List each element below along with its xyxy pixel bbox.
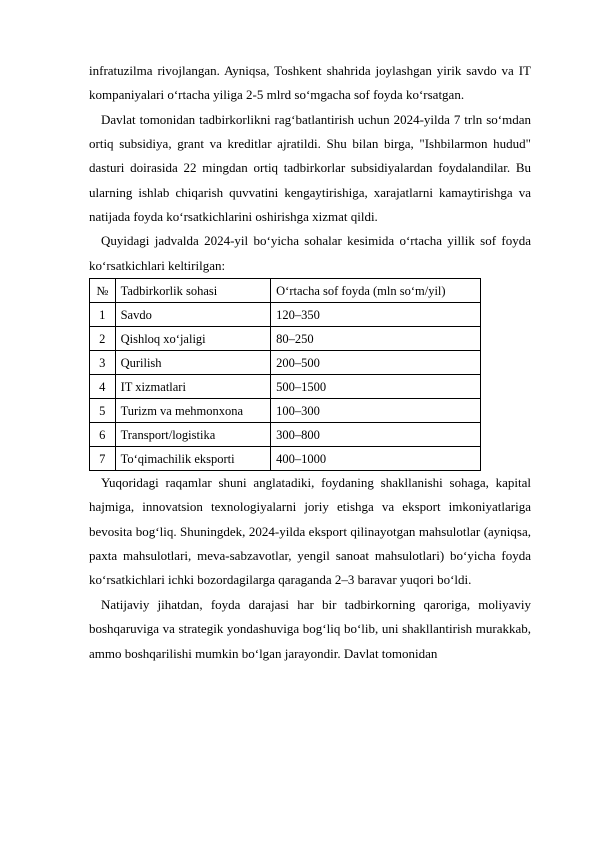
table-row [90, 351, 481, 375]
header-sector: Tadbirkorlik sohasi [115, 279, 271, 303]
row-profit: 100–300 [271, 399, 481, 423]
row-sector: IT xizmatlari [115, 375, 271, 399]
row-number: 6 [90, 423, 116, 447]
paragraph-conclusion: Natijaviy jihatdan, foyda darajasi har bir tadbirkorning qaroriga, moliyaviy boshqaruviga va strategik yondashuviga bog‘liq bo‘lib, uni shakllantirish murakkab, ammo boshqarilishi mumkin bo‘lgan jarayondir. Davlat tomonidan [89, 596, 531, 661]
row-profit: 200–500 [271, 351, 481, 375]
table-row [90, 423, 481, 447]
row-sector: Transport/logistika [115, 423, 271, 447]
row-number: 7 [90, 447, 116, 471]
row-sector: To‘qimachilik eksporti [115, 447, 271, 471]
row-number: 1 [90, 303, 116, 327]
table-header-row [90, 279, 481, 303]
row-sector: Savdo [115, 303, 271, 327]
paragraph-table-intro: Quyidagi jadvalda 2024-yil bo‘yicha sohalar kesimida o‘rtacha yillik sof foyda ko‘rsatkichlari keltirilgan: [89, 233, 531, 273]
row-number: 2 [90, 327, 116, 351]
document-page [89, 59, 531, 666]
table-row [90, 327, 481, 351]
paragraph-analysis: Yuqoridagi raqamlar shuni anglatadiki, foydaning shakllanishi sohaga, kapital hajmiga, innovatsion texnologiyalarni joriy etishga va eksport imkoniyatlariga bevosita bog‘liq. Shuningdek, 2024-yilda eksport qilinayotgan mahsulotlar (ayniqsa, paxta mahsulotlari, meva-sabzavotlar, yengil sanoat mahsulotlari) bo‘yicha foyda ko‘rsatkichlari ichki bozordagilarga qaraganda 2–3 baravar yuqori bo‘ldi. [89, 475, 531, 588]
table-row [90, 303, 481, 327]
row-profit: 300–800 [271, 423, 481, 447]
row-profit: 80–250 [271, 327, 481, 351]
row-profit: 500–1500 [271, 375, 481, 399]
row-sector: Qishloq xo‘jaligi [115, 327, 271, 351]
header-number: № [90, 279, 116, 303]
paragraph-infrastructure: infratuzilma rivojlangan. Ayniqsa, Toshkent shahrida joylashgan yirik savdo va IT kompaniyalari o‘rtacha yiliga 2-5 mlrd so‘mgacha sof foyda ko‘rsatgan. [89, 63, 531, 103]
row-profit: 400–1000 [271, 447, 481, 471]
profit-table [89, 278, 481, 471]
row-number: 5 [90, 399, 116, 423]
row-sector: Qurilish [115, 351, 271, 375]
row-number: 3 [90, 351, 116, 375]
header-profit: O‘rtacha sof foyda (mln so‘m/yil) [271, 279, 481, 303]
table-row [90, 375, 481, 399]
table-row [90, 447, 481, 471]
row-profit: 120–350 [271, 303, 481, 327]
row-sector: Turizm va mehmonxona [115, 399, 271, 423]
row-number: 4 [90, 375, 116, 399]
table-row [90, 399, 481, 423]
paragraph-subsidies: Davlat tomonidan tadbirkorlikni rag‘batlantirish uchun 2024-yilda 7 trln so‘mdan ortiq subsidiya, grant va kreditlar ajratildi. Shu bilan birga, "Ishbilarmon hudud" dasturi doirasida 22 mingdan ortiq tadbirkorlar subsidiyalardan foydalandilar. Bu ularning ishlab chiqarish quvvatini kengaytirishiga, xarajatlarni kamaytirishga va natijada foyda ko‘rsatkichlarini oshirishga xizmat qildi. [89, 111, 531, 225]
